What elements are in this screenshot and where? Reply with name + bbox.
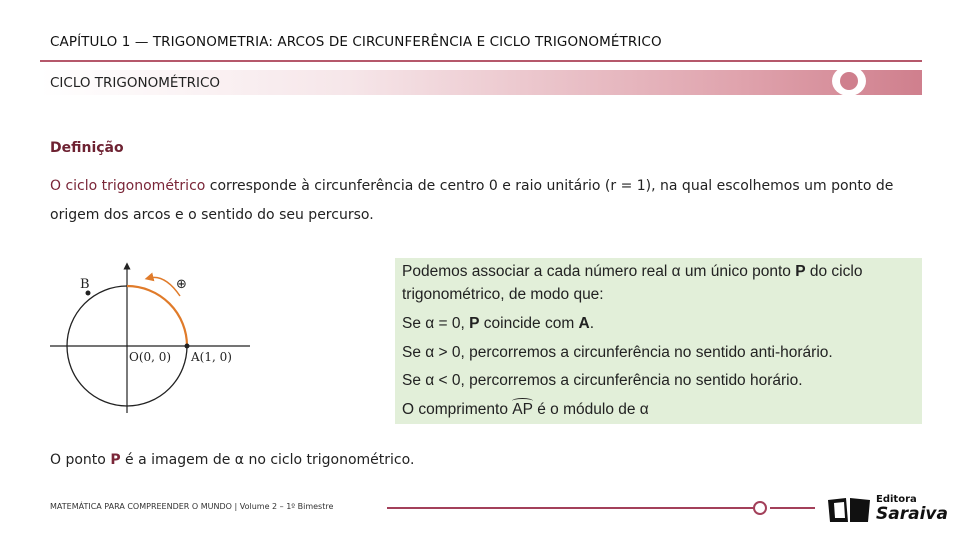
box-line-3: Se α = 0, P coincide com A. bbox=[402, 315, 595, 332]
logo-editora: Editora bbox=[876, 494, 917, 505]
footer-circle-icon bbox=[753, 501, 767, 515]
definition-text: corresponde à circunferência de centro 0 e raio unitário (r = 1), na qual escolhemos um ponto de origem dos arcos e o sentido do seu percurso. bbox=[50, 178, 894, 223]
section-title: CICLO TRIGONOMÉTRICO bbox=[50, 75, 221, 91]
banner-circle-icon bbox=[832, 66, 866, 96]
box-line-1: Podemos associar a cada número real α um único ponto P do ciclo bbox=[402, 263, 863, 280]
unit-circle-diagram bbox=[45, 258, 255, 418]
logo-saraiva: Saraiva bbox=[876, 504, 948, 524]
label-plus: ⊕ bbox=[176, 277, 187, 292]
box-line-5: Se α < 0, percorremos a circunferência no sentido horário. bbox=[402, 372, 803, 389]
point-a bbox=[185, 344, 190, 349]
book-icon bbox=[826, 494, 872, 524]
footer-bar-right bbox=[770, 507, 815, 509]
label-b: B bbox=[80, 277, 90, 292]
chapter-title: CAPÍTULO 1 — TRIGONOMETRIA: ARCOS DE CIRCUNFERÊNCIA E CICLO TRIGONOMÉTRICO bbox=[50, 34, 662, 50]
positive-arc bbox=[127, 286, 187, 346]
summary-line: O ponto P é a imagem de α no ciclo trigonométrico. bbox=[50, 452, 415, 468]
definition-paragraph bbox=[50, 172, 920, 230]
header-rule bbox=[40, 60, 922, 62]
definition-title: Definição bbox=[50, 140, 124, 156]
publisher-logo bbox=[826, 494, 948, 526]
box-line-4: Se α > 0, percorremos a circunferência no sentido anti-horário. bbox=[402, 344, 833, 361]
label-a: A(1, 0) bbox=[191, 350, 232, 364]
definition-box bbox=[395, 258, 922, 424]
book-footnote: MATEMÁTICA PARA COMPREENDER O MUNDO | Volume 2 – 1º Bimestre bbox=[50, 502, 334, 511]
definition-highlight: O ciclo trigonométrico bbox=[50, 178, 206, 194]
footer-bar bbox=[387, 507, 755, 509]
arc-ap: AP bbox=[512, 401, 533, 418]
box-line-6: O comprimento AP é o módulo de α bbox=[402, 401, 649, 418]
section-banner bbox=[40, 70, 922, 95]
label-origin: O(0, 0) bbox=[129, 350, 172, 364]
box-line-2: trigonométrico, de modo que: bbox=[402, 286, 604, 303]
